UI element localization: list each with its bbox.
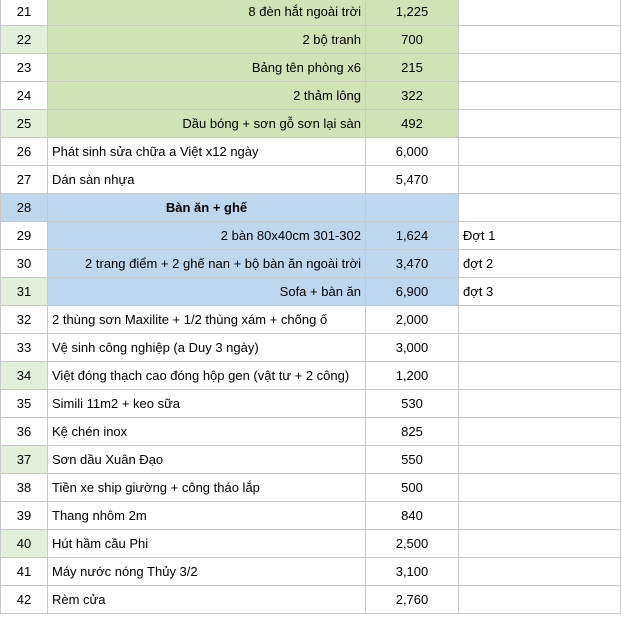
amount-cell[interactable]: 550 (366, 446, 459, 474)
description-cell[interactable]: Bảng tên phòng x6 (48, 54, 366, 82)
description-cell[interactable]: Bàn ăn + ghế (48, 194, 366, 222)
amount-cell[interactable]: 215 (366, 54, 459, 82)
table-row (1, 334, 621, 362)
note-cell[interactable] (459, 138, 621, 166)
row-number-cell[interactable]: 24 (1, 82, 48, 110)
amount-cell[interactable]: 2,760 (366, 586, 459, 614)
row-number-cell[interactable]: 30 (1, 250, 48, 278)
amount-cell[interactable]: 530 (366, 390, 459, 418)
description-cell[interactable]: Máy nước nóng Thủy 3/2 (48, 558, 366, 586)
description-cell[interactable]: Hút hầm cầu Phi (48, 530, 366, 558)
table-row (1, 530, 621, 558)
amount-cell[interactable]: 1,225 (366, 0, 459, 26)
row-number-cell[interactable]: 25 (1, 110, 48, 138)
table-row (1, 250, 621, 278)
description-cell[interactable]: 8 đèn hắt ngoài trời (48, 0, 366, 26)
table-row (1, 138, 621, 166)
description-cell[interactable]: Sơn dầu Xuân Đạo (48, 446, 366, 474)
row-number-cell[interactable]: 27 (1, 166, 48, 194)
description-cell[interactable]: 2 bàn 80x40cm 301-302 (48, 222, 366, 250)
row-number-cell[interactable]: 40 (1, 530, 48, 558)
row-number-cell[interactable]: 33 (1, 334, 48, 362)
amount-cell[interactable]: 322 (366, 82, 459, 110)
note-cell[interactable] (459, 390, 621, 418)
note-cell[interactable] (459, 166, 621, 194)
table-row (1, 194, 621, 222)
table-row (1, 26, 621, 54)
row-number-cell[interactable]: 21 (1, 0, 48, 26)
table-row (1, 446, 621, 474)
note-cell[interactable] (459, 446, 621, 474)
row-number-cell[interactable]: 38 (1, 474, 48, 502)
row-number-cell[interactable]: 32 (1, 306, 48, 334)
description-cell[interactable]: Sofa + bàn ăn (48, 278, 366, 306)
row-number-cell[interactable]: 28 (1, 194, 48, 222)
note-cell[interactable] (459, 82, 621, 110)
table-row (1, 0, 621, 26)
table-row (1, 306, 621, 334)
description-cell[interactable]: Simili 11m2 + keo sữa (48, 390, 366, 418)
note-cell[interactable] (459, 334, 621, 362)
note-cell[interactable] (459, 362, 621, 390)
note-cell[interactable]: đợt 2 (459, 250, 621, 278)
note-cell[interactable]: Đợt 1 (459, 222, 621, 250)
amount-cell[interactable]: 3,100 (366, 558, 459, 586)
description-cell[interactable]: Kệ chén inox (48, 418, 366, 446)
table-row (1, 222, 621, 250)
row-number-cell[interactable]: 41 (1, 558, 48, 586)
table-row (1, 502, 621, 530)
table-row (1, 390, 621, 418)
amount-cell[interactable]: 6,900 (366, 278, 459, 306)
note-cell[interactable] (459, 558, 621, 586)
note-cell[interactable]: đợt 3 (459, 278, 621, 306)
description-cell[interactable]: Tiền xe ship giường + công tháo lắp (48, 474, 366, 502)
table-row (1, 362, 621, 390)
amount-cell[interactable]: 3,470 (366, 250, 459, 278)
table-row (1, 418, 621, 446)
row-number-cell[interactable]: 34 (1, 362, 48, 390)
note-cell[interactable] (459, 0, 621, 26)
row-number-cell[interactable]: 23 (1, 54, 48, 82)
note-cell[interactable] (459, 530, 621, 558)
row-number-cell[interactable]: 42 (1, 586, 48, 614)
table-row (1, 558, 621, 586)
amount-cell[interactable]: 700 (366, 26, 459, 54)
table-row (1, 110, 621, 138)
row-number-cell[interactable]: 31 (1, 278, 48, 306)
amount-cell[interactable] (366, 194, 459, 222)
note-cell[interactable] (459, 54, 621, 82)
row-number-cell[interactable]: 29 (1, 222, 48, 250)
description-cell[interactable]: Phát sinh sửa chữa a Việt x12 ngày (48, 138, 366, 166)
description-cell[interactable]: 2 thùng sơn Maxilite + 1/2 thùng xám + chống ố (48, 306, 366, 334)
amount-cell[interactable]: 6,000 (366, 138, 459, 166)
note-cell[interactable] (459, 418, 621, 446)
row-number-cell[interactable]: 26 (1, 138, 48, 166)
amount-cell[interactable]: 500 (366, 474, 459, 502)
description-cell[interactable]: 2 bộ tranh (48, 26, 366, 54)
note-cell[interactable] (459, 194, 621, 222)
note-cell[interactable] (459, 474, 621, 502)
spreadsheet-body (1, 0, 621, 614)
description-cell[interactable]: 2 trang điểm + 2 ghế nan + bộ bàn ăn ngoài trời (48, 250, 366, 278)
table-row (1, 278, 621, 306)
description-cell[interactable]: Việt đóng thạch cao đóng hộp gen (vật tư + 2 công) (48, 362, 366, 390)
table-row (1, 54, 621, 82)
row-number-cell[interactable]: 37 (1, 446, 48, 474)
amount-cell[interactable]: 825 (366, 418, 459, 446)
row-number-cell[interactable]: 35 (1, 390, 48, 418)
row-number-cell[interactable]: 36 (1, 418, 48, 446)
table-row (1, 166, 621, 194)
description-cell[interactable]: Vệ sinh công nghiệp (a Duy 3 ngày) (48, 334, 366, 362)
amount-cell[interactable]: 5,470 (366, 166, 459, 194)
amount-cell[interactable]: 1,624 (366, 222, 459, 250)
note-cell[interactable] (459, 110, 621, 138)
table-row (1, 82, 621, 110)
description-cell[interactable]: 2 thảm lông (48, 82, 366, 110)
row-number-cell[interactable]: 39 (1, 502, 48, 530)
description-cell[interactable]: Rèm cửa (48, 586, 366, 614)
note-cell[interactable] (459, 26, 621, 54)
amount-cell[interactable]: 2,500 (366, 530, 459, 558)
note-cell[interactable] (459, 306, 621, 334)
amount-cell[interactable]: 1,200 (366, 362, 459, 390)
note-cell[interactable] (459, 586, 621, 614)
amount-cell[interactable]: 2,000 (366, 306, 459, 334)
table-row (1, 586, 621, 614)
note-cell[interactable] (459, 502, 621, 530)
amount-cell[interactable]: 840 (366, 502, 459, 530)
description-cell[interactable]: Thang nhôm 2m (48, 502, 366, 530)
amount-cell[interactable]: 3,000 (366, 334, 459, 362)
row-number-cell[interactable]: 22 (1, 26, 48, 54)
description-cell[interactable]: Dầu bóng + sơn gỗ sơn lại sàn (48, 110, 366, 138)
description-cell[interactable]: Dán sàn nhựa (48, 166, 366, 194)
table-row (1, 474, 621, 502)
amount-cell[interactable]: 492 (366, 110, 459, 138)
